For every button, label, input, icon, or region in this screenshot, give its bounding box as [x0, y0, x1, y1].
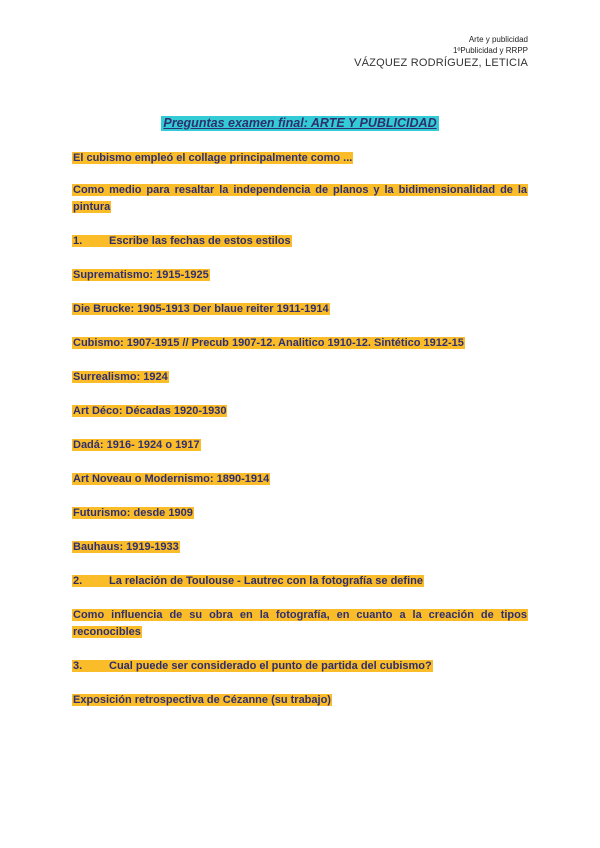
answer-die-brucke	[72, 301, 528, 318]
header-author: VÁZQUEZ RODRÍGUEZ, LETICIA	[354, 57, 528, 69]
answer-text: Die Brucke: 1905-1913 Der blaue reiter 1911-1914	[73, 303, 329, 315]
page-title: Preguntas examen final: ARTE Y PUBLICIDAD	[163, 116, 437, 130]
document-header	[354, 34, 528, 71]
answer-bauhaus	[72, 539, 528, 556]
answer-futurismo	[72, 505, 528, 522]
answer-3	[72, 692, 528, 709]
question-3-text: Cual puede ser considerado el punto de partida del cubismo?	[109, 660, 432, 672]
answer-art-noveau	[72, 471, 528, 488]
intro-question	[72, 150, 528, 167]
question-1-number: 1.	[73, 235, 83, 247]
answer-text: Surrealismo: 1924	[73, 371, 168, 383]
answer-text: Art Noveau o Modernismo: 1890-1914	[73, 473, 270, 485]
answer-cubismo	[72, 335, 528, 352]
question-3	[72, 658, 528, 675]
answer-3-text: Exposición retrospectiva de Cézanne (su trabajo)	[73, 694, 331, 706]
answer-text: Cubismo: 1907-1915 // Precub 1907-12. Analitico 1910-12. Sintético 1912-15	[73, 337, 464, 349]
header-degree: 1ºPublicidad y RRPP	[453, 46, 528, 55]
question-3-number: 3.	[73, 660, 83, 672]
intro-answer	[72, 182, 528, 216]
title-block	[0, 114, 600, 132]
answer-text: Art Déco: Décadas 1920-1930	[73, 405, 227, 417]
answer-art-deco	[72, 403, 528, 420]
answer-text: Futurismo: desde 1909	[73, 507, 193, 519]
answer-suprematismo	[72, 267, 528, 284]
answer-surrealismo	[72, 369, 528, 386]
answer-text: Suprematismo: 1915-1925	[73, 269, 209, 281]
intro-question-text: El cubismo empleó el collage principalmente como ...	[73, 152, 353, 164]
answer-text: Dadá: 1916- 1924 o 1917	[73, 439, 200, 451]
question-3-highlight	[72, 660, 433, 672]
question-1-highlight	[72, 235, 292, 247]
question-2-text: La relación de Toulouse - Lautrec con la fotografía se define	[109, 575, 423, 587]
question-2-highlight	[72, 575, 424, 587]
question-1-text: Escribe las fechas de estos estilos	[109, 235, 291, 247]
answer-2-text: Como influencia de su obra en la fotografía, en cuanto a la creación de tipos reconocibles	[73, 609, 527, 638]
question-2	[72, 573, 528, 590]
answer-dada	[72, 437, 528, 454]
intro-answer-text: Como medio para resaltar la independencia de planos y la bidimensionalidad de la pintura	[73, 184, 527, 213]
question-2-number: 2.	[73, 575, 83, 587]
answer-text: Bauhaus: 1919-1933	[73, 541, 179, 553]
question-1	[72, 233, 528, 250]
answer-2	[72, 607, 528, 641]
header-course: Arte y publicidad	[468, 35, 528, 44]
